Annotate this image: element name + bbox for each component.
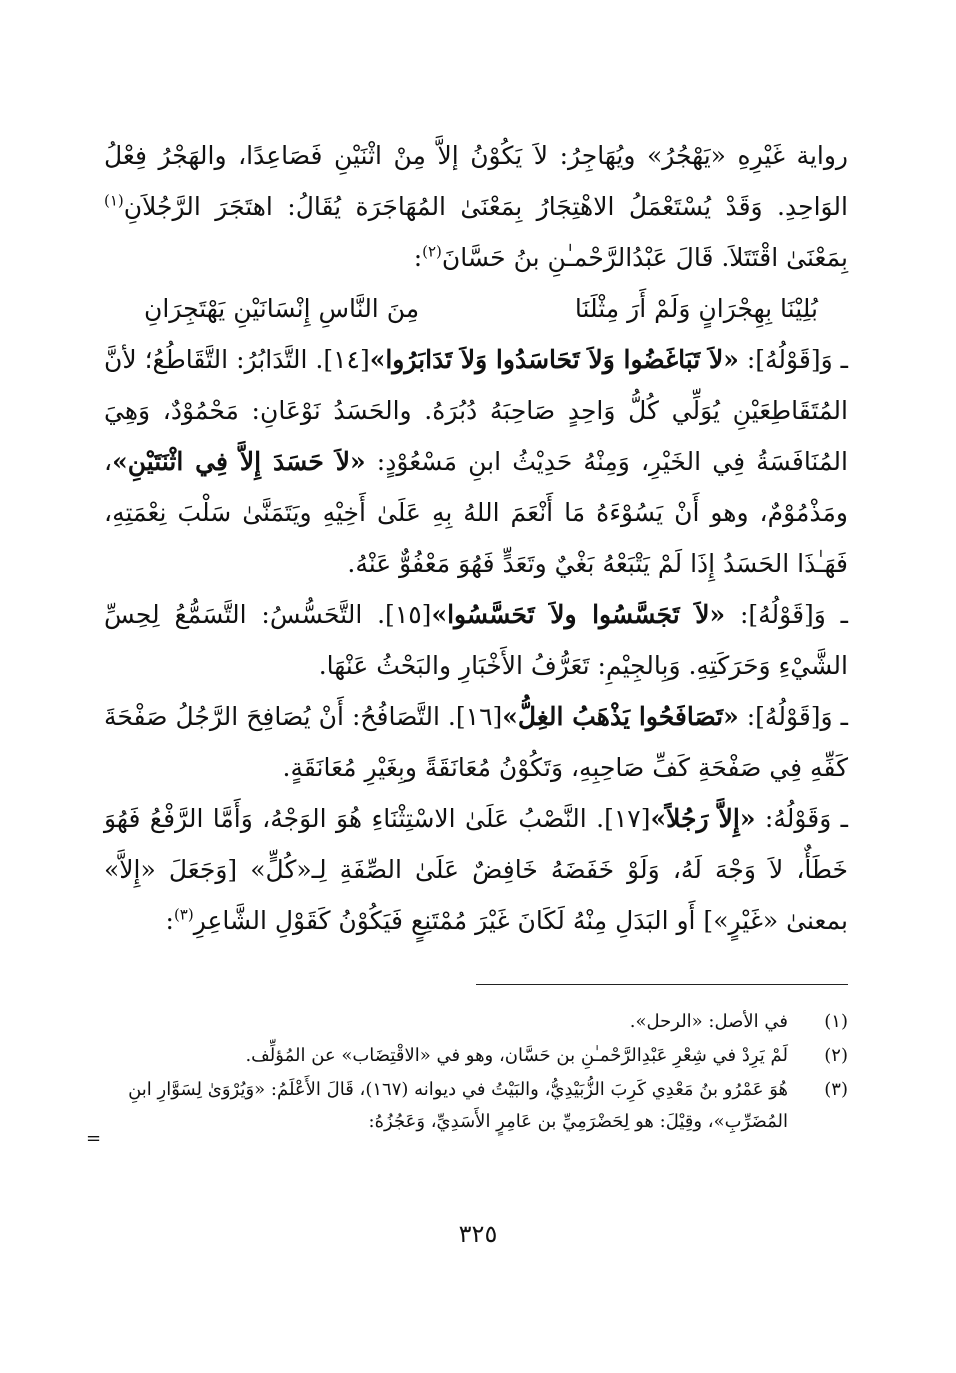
intro-text: رواية غَيْرِهِ «يَهْجُرُ» ويُهَاجِرُ: لاَ يَكُوْنُ إلاَّ مِنْ اثْنَيْنِ فَصَاعِدًا، والهَجْرُ فِعْلُ الوَاحِدِ. وَقَدْ يُسْتَعْمَلُ الاهْتِجَارُ بِمَعْنَىٰ المُهَاجَرَة يُقَالُ: اهتَجَرَ الرَّجُلاَنِ: [104, 141, 848, 221]
entry-15: [104, 589, 848, 691]
footnote-3: [100, 1074, 848, 1138]
entry-prefix: ـ وَ[قَوْلُهُ]:: [725, 600, 848, 629]
footnote-number: (٣): [824, 1079, 848, 1100]
footnote-2: [100, 1040, 848, 1072]
footnote-text: في الأصل: «الرحل».: [629, 1011, 788, 1032]
entry-text: . التَّصَافُحُ: أَنْ يُصَافِحَ الرَّجُلُ صَفْحَةَ كَفِّهِ فِي صَفْحَةِ كَفِّ صَاحِبِهِ، وَتَكُوْنُ مُعَانَقَةً وبِغَيْرِ مُعَانَقَةٍ.: [104, 702, 848, 782]
footnote-1: [100, 1006, 848, 1038]
entry-text: . التَّحَسُّسُ: التَّسَمُّعُ لِحِسِّ الشَّيْءِ وَحَرَكَتِهِ. وَبِالجِيْمِ: تَعَرُّفُ الأَخْبَارِ والبَحْثُ عَنْهَا.: [104, 600, 848, 680]
footnote-text: لَمْ يَرِدْ في شِعْرِ عَبْدِالرَّحْمـٰنِ بن حَسَّان، وهو في «الاقْتِضَاب» عن المُؤلِّف.: [245, 1045, 788, 1066]
footnote-ref-2[interactable]: (٢): [422, 242, 442, 261]
footnote-text: هُوَ عَمْرُو بنُ مَعْدِي كَرِبَ الزُّبَيْدِيُّ، والبَيْتُ في ديوانه (١٦٧)، قَالَ الأَعْلَمُ: «وَيُرْوَىٰ لِسَوَّارِ ابنِ المُضَرِّبِ»، وقِيْلَ: هو لِحَضْرَمِيِّ بن عَامِرٍ الأَسَدِيِّ، وَعَجُزُهُ:: [128, 1079, 788, 1132]
page-number: ٣٢٥: [458, 1220, 498, 1248]
footnote-number: (٢): [824, 1045, 848, 1066]
intro-text-3: :: [413, 243, 423, 272]
hadith-ref: [١٧]: [604, 804, 651, 833]
entry-text: . النَّصْبُ عَلَىٰ الاسْتِثْنَاءِ هُوَ الوَجْهُ، وَأَمَّا الرَّفْعُ فَهُوَ خَطَأٌ، لاَ وَجْهَ لَهُ، وَلَوْ خَفَضَهُ خَافِضٌ عَلَىٰ الصِّفَةِ لِـ«كُلٍّ» [وَجَعَلَ «إِلاَّ» بمعنىٰ «غَيْرٍ»] أَو البَدَلِ مِنْهُ لَكَانَ غَيْرَ مُمْتَنِعٍ فَيَكُوْنُ كَقَوْلِ الشَّاعِرِ: [104, 804, 848, 935]
hadith-quote: «لاَ تَبَاغَضُوا وَلاَ تَحَاسَدُوا وَلاَ تَدَابَرُوا»: [369, 345, 739, 374]
poetry-verse: [104, 283, 848, 334]
entry-text: . التَّدَابُرُ: التَّقَاطُعُ؛ لأنَّ المُتَقَاطِعَيْنِ يُوَلِّي كُلُّ وَاحِدٍ صَاحِبَهُ دُبُرَهُ. والحَسَدُ نَوْعَانِ: مَحْمُوْدٌ، وَهِيَ المُنَافَسَةُ فِي الخَيْرِ، وَمِنْهُ حَدِيْثُ ابنِ مَسْعُوْدٍ:: [104, 345, 848, 476]
footnote-ref-3[interactable]: (٣): [173, 905, 194, 924]
entry-prefix: ـ وَ[قَوْلُهُ]:: [738, 702, 849, 731]
entry-prefix: ـ وَ[قَوْلُهُ]:: [738, 345, 849, 374]
entry-text-2: ، ومَذْمُوْمٌ، وهو أَنْ يَسُوْءَهُ مَا أَنْعَمَ اللهُ بِهِ عَلَىٰ أَخِيْهِ ويَتَمَنَّىٰ سَلْبَ نِعْمَتِهِ، فَهَـٰذَا الحَسَدُ إِذَا لَمْ يَتْبَعْهُ بَغْيٌ وتَعَدٍّ فَهُوَ مَعْفُوٌّ عَنْهُ.: [104, 447, 848, 578]
footnote-ref-1[interactable]: (١): [104, 191, 124, 210]
verse-second-hemistich: مِنَ النَّاسِ إِنْسَانَيْنِ يَهْتَجِرَانِ: [144, 294, 420, 323]
intro-paragraph: [104, 130, 848, 283]
intro-text-2: بِمَعْنَىٰ اقْتَتَلاَ. قَالَ عَبْدُالرَّحْمـٰنِ بنُ حَسَّانَ: [441, 243, 848, 272]
hadith-quote: «لاَ تَجَسَّسُوا ولاَ تَحَسَّسُوا»: [431, 600, 726, 629]
hadith-ref: [١٥]: [385, 600, 432, 629]
entry-16: [104, 691, 848, 793]
hadith-ref: [١٤]: [323, 345, 370, 374]
verse-first-hemistich: بُلِيْنَا بِهِجْرَانٍ وَلَمْ أَرَ مِثْلَنَا: [574, 294, 818, 323]
continuation-mark: =: [86, 1128, 102, 1149]
footnotes: [100, 1006, 848, 1140]
hadith-quote-secondary: «لاَ حَسَدَ إِلاَّ فِي اثْنَتَيْنِ»: [112, 447, 366, 476]
hadith-ref: [١٦]: [455, 702, 503, 731]
entry-prefix: ـ وَقَوْلُهُ:: [755, 804, 848, 833]
entry-17: [104, 793, 848, 946]
entry-text-2: :: [165, 906, 174, 935]
entry-14: [104, 334, 848, 589]
hadith-quote: «إِلاَّ رَجُلاً»: [650, 804, 756, 833]
footnote-divider: [476, 984, 848, 985]
hadith-quote: «تَصَافَحُوا يَذْهَبُ الغِلُّ»: [502, 702, 739, 731]
main-text: [104, 130, 848, 946]
footnote-number: (١): [824, 1011, 848, 1032]
